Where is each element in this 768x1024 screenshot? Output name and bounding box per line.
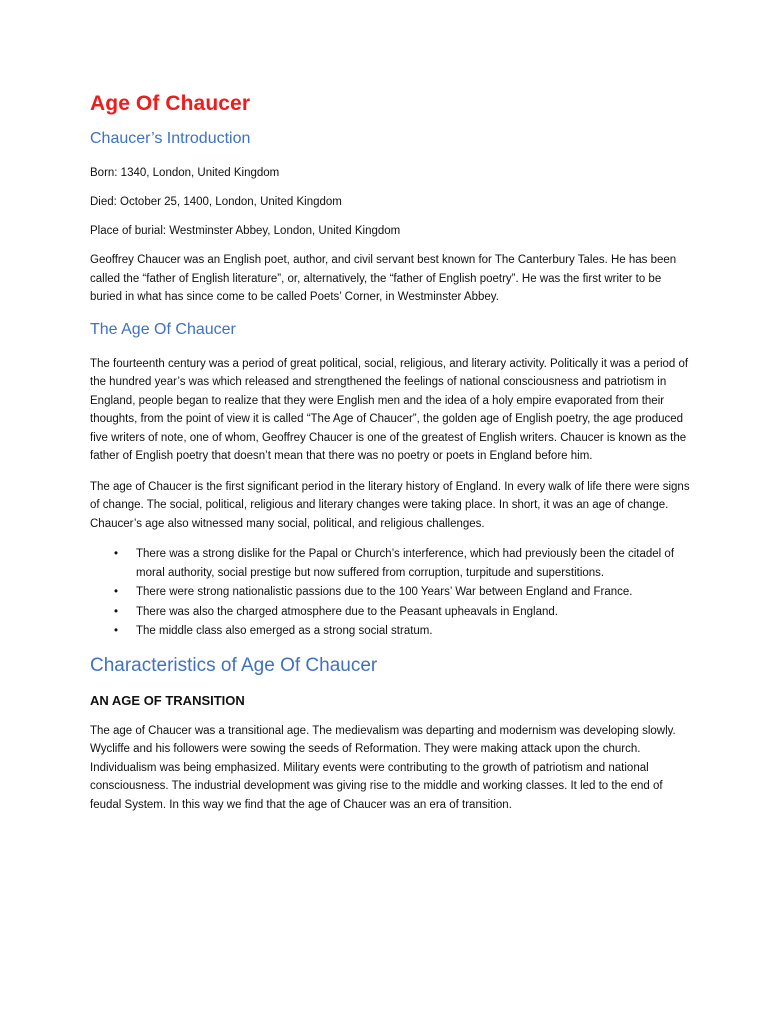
- bullet-icon: •: [114, 548, 119, 560]
- challenges-list: [90, 545, 690, 641]
- bullet-icon: •: [114, 586, 119, 598]
- document-title: Age Of Chaucer: [90, 92, 251, 115]
- bullet-icon: •: [114, 605, 119, 618]
- died-line: Died: October 25, 1400, London, United Kingdom: [90, 196, 342, 208]
- list-item-text: There were strong nationalistic passions due to the 100 Years’ War between England and France.: [136, 586, 633, 598]
- intro-paragraph: Geoffrey Chaucer was an English poet, author, and civil servant best known for The Canterbury Tales. He has been called the “father of English literature”, or, alternatively, the “father of English poetry”. He was the first writer to be buried in what has since come to be called Poets’ Corner, in Westminster Abbey.: [90, 254, 677, 303]
- list-item: [114, 622, 690, 641]
- transition-paragraph: The age of Chaucer was a transitional age. The medievalism was departing and modernism was developing slowly. Wycliffe and his followers were sowing the seeds of Reformation. They were making attack upon the church. Individualism was being emphasized. Military events were contributing to the growth of patriotism and national consciousness. The industrial development was giving rise to the middle and working classes. It led to the end of feudal System. In this way we find that the age of Chaucer was an era of transition.: [90, 724, 676, 811]
- list-item: [114, 545, 690, 582]
- age-heading: The Age Of Chaucer: [90, 320, 236, 338]
- list-item: [114, 583, 690, 602]
- transition-subheading: AN AGE OF TRANSITION: [90, 692, 245, 708]
- list-item-text: The middle class also emerged as a strong social stratum.: [136, 625, 433, 637]
- list-item-text: There was a strong dislike for the Papal or Church’s interference, which had previously been the citadel of moral authority, social prestige but now suffered from corruption, turpitude and superstitions.: [136, 548, 675, 579]
- born-line: Born: 1340, London, United Kingdom: [90, 167, 280, 179]
- list-item-text: There was also the charged atmosphere due to the Peasant upheavals in England.: [136, 605, 558, 618]
- list-item: [114, 603, 690, 622]
- document-page: [90, 92, 690, 826]
- age-paragraph-2: The age of Chaucer is the first significant period in the literary history of England. In every walk of life there were signs of change. The social, political, religious and literary changes were taking place. In short, it was an age of change. Chaucer’s age also witnessed many social, political, and religious challenges.: [90, 480, 690, 530]
- intro-heading: Chaucer’s Introduction: [90, 130, 251, 147]
- burial-line: Place of burial: Westminster Abbey, London, United Kingdom: [90, 225, 401, 237]
- age-paragraph-1: The fourteenth century was a period of great political, social, religious, and literary activity. Politically it was a period of the hundred year’s was which released and strengthened the feelings of national consciousness and patriotism in England, people began to realize that they were English men and the idea of a holy empire evaporated from their thoughts, from the point of view it is called “The Age of Chaucer”, the golden age of English poetry, the age produced five writers of note, one of whom, Geoffrey Chaucer is one of the greatest of English writers. Chaucer is known as the father of English poetry that doesn’t mean that there was no poetry or poets in England before him.: [90, 357, 689, 462]
- bullet-icon: •: [114, 625, 119, 637]
- characteristics-heading: Characteristics of Age Of Chaucer: [90, 654, 378, 676]
